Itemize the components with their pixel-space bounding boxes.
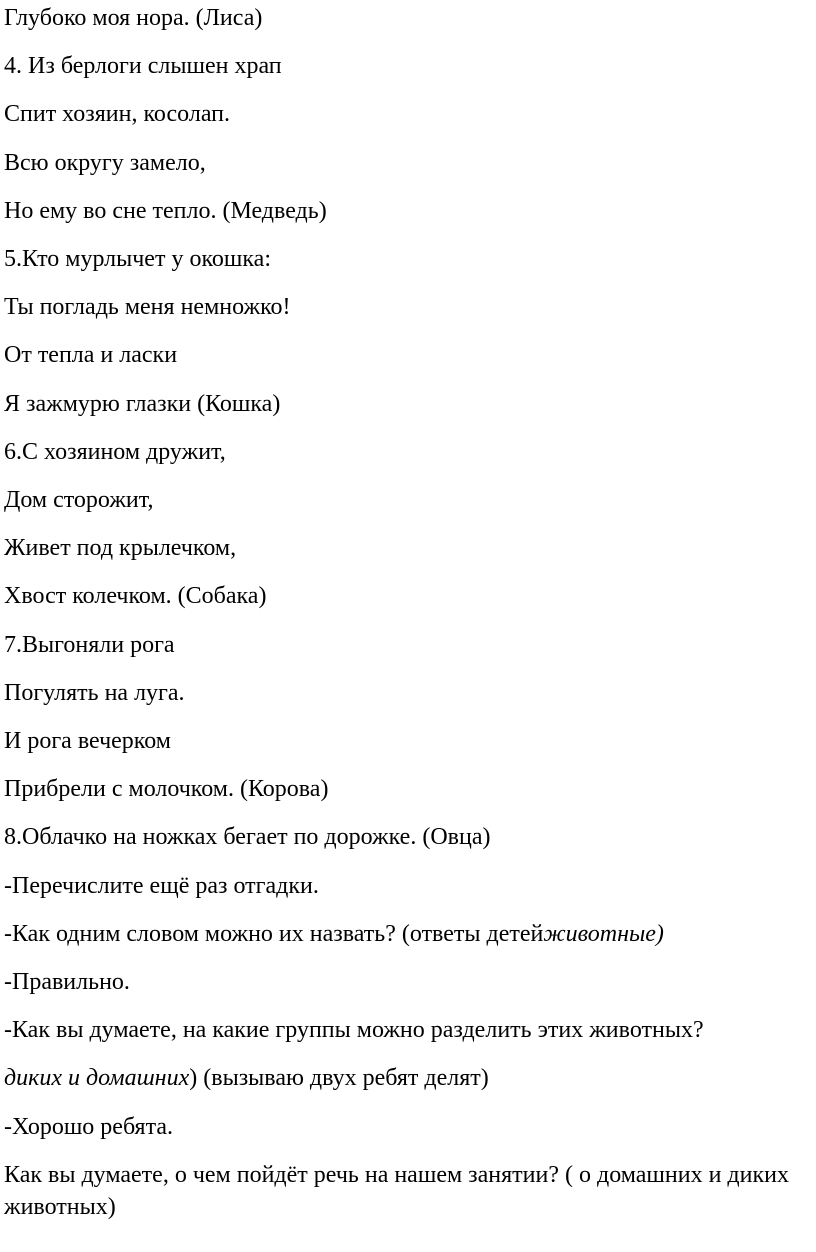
text-line: 4. Из берлоги слышен храп (4, 53, 282, 80)
text-line: 8.Облачко на ножках бегает по дорожке. (Овца) (4, 824, 491, 851)
text-line: Спит хозяин, косолап. (4, 101, 231, 128)
text-line: 5.Кто мурлычет у окошка: (4, 246, 271, 273)
text-line: Хвост колечком. (Собака) (4, 583, 267, 610)
question-text: -Как одним словом можно их назвать? (ответы детей (4, 920, 544, 947)
text-line: Глубоко моя нора. (Лиса) (4, 5, 263, 31)
question-italic: животные) (543, 920, 664, 947)
text-line: И рога вечерком (4, 728, 171, 755)
final-paragraph: Как вы думаете, о чем пойдёт речь на нашем занятии? ( о домашних и диких животных) (4, 1161, 789, 1220)
text-line: Я зажмурю глазки (Кошка) (4, 390, 281, 417)
answer-line (4, 1054, 812, 1102)
question-line (4, 910, 812, 958)
text-line: Дом сторожит, (4, 487, 154, 514)
text-line: Живет под крылечком, (4, 535, 237, 562)
answer-text: ) (вызываю двух ребят делят) (189, 1065, 489, 1092)
answer-italic: диких и домашних (4, 1065, 190, 1092)
text-line: Ты погладь меня немножко! (4, 294, 291, 321)
text-line: Погулять на луга. (4, 679, 185, 706)
correct-line: -Правильно. (4, 969, 130, 996)
text-line: 7.Выгоняли рога (4, 631, 175, 658)
text-line: Всю округу замело, (4, 149, 206, 176)
document-page (4, 0, 812, 1223)
text-line: Но ему во сне тепло. (Медведь) (4, 197, 327, 224)
text-line: Прибрели с молочком. (Корова) (4, 776, 329, 803)
good-line: -Хорошо ребята. (4, 1113, 174, 1140)
text-line: -Перечислите ещё раз отгадки. (4, 872, 319, 899)
groups-question-line: -Как вы думаете, на какие группы можно разделить этих животных? (4, 1017, 704, 1044)
text-line: От тепла и ласки (4, 342, 178, 369)
text-line: 6.С хозяином дружит, (4, 438, 226, 465)
